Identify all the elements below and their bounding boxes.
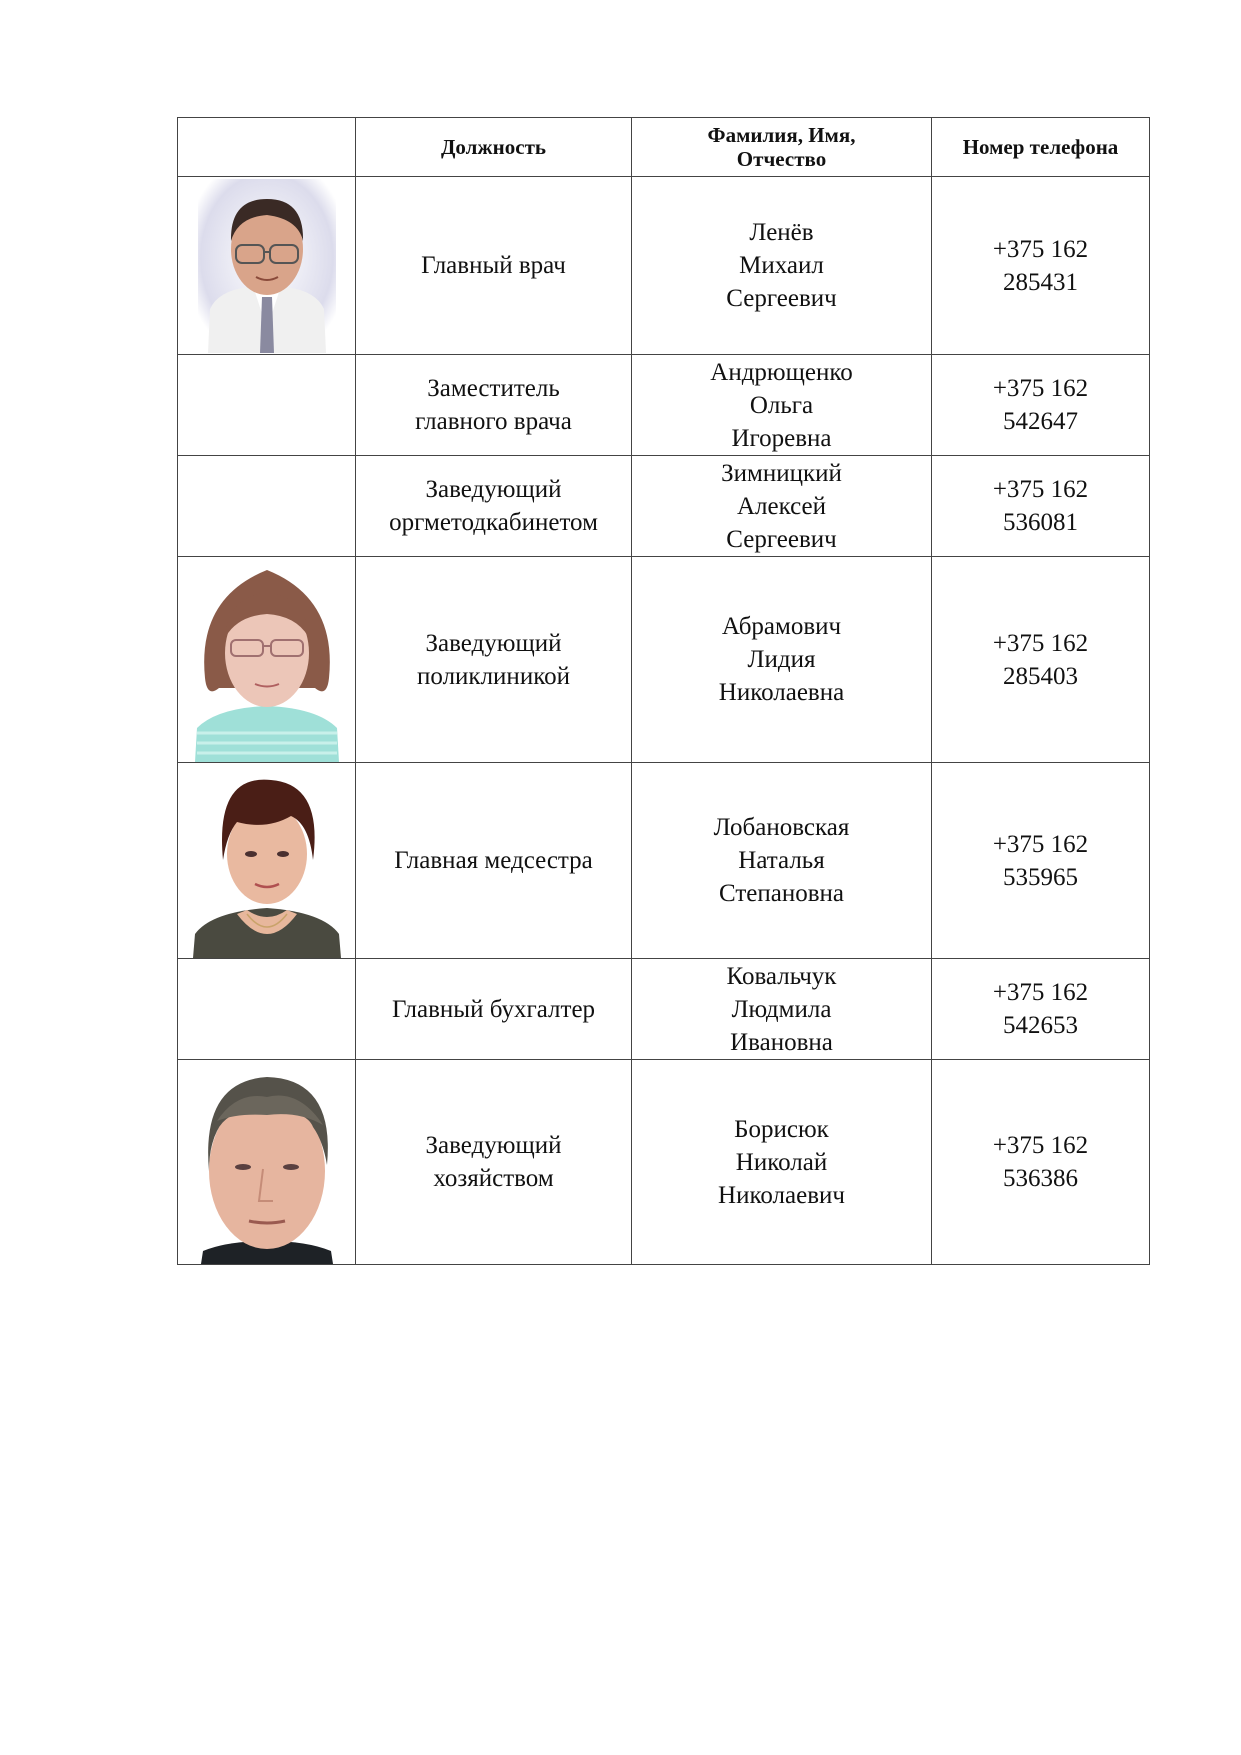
table-row: [178, 355, 1150, 456]
header-name: Фамилия, Имя, Отчество: [632, 118, 932, 177]
phone-cell: +375 162 542653: [932, 959, 1150, 1060]
photo-cell: [178, 1060, 356, 1265]
photo-cell: [178, 763, 356, 959]
phone-cell: +375 162 285403: [932, 557, 1150, 763]
name-cell: Ковальчук Людмила Ивановна: [632, 959, 932, 1060]
position-cell: Заведующий оргметодкабинетом: [356, 456, 632, 557]
position-cell: Заведующий поликлиникой: [356, 557, 632, 763]
name-cell: Абрамович Лидия Николаевна: [632, 557, 932, 763]
photo-cell: [178, 177, 356, 355]
phone-cell: +375 162 536081: [932, 456, 1150, 557]
portrait-man-glasses: [198, 179, 336, 353]
name-cell: Андрющенко Ольга Игоревна: [632, 355, 932, 456]
portrait-woman-short-hair: [187, 764, 347, 958]
table-row: [178, 959, 1150, 1060]
table-row: [178, 557, 1150, 763]
table-row: [178, 1060, 1150, 1265]
name-cell: Ленёв Михаил Сергеевич: [632, 177, 932, 355]
table-row: [178, 177, 1150, 355]
name-cell: Зимницкий Алексей Сергеевич: [632, 456, 932, 557]
header-position: Должность: [356, 118, 632, 177]
portrait-man: [187, 1061, 347, 1264]
header-photo: [178, 118, 356, 177]
position-cell: Главный врач: [356, 177, 632, 355]
position-cell: Заместитель главного врача: [356, 355, 632, 456]
table-row: [178, 456, 1150, 557]
header-phone: Номер телефона: [932, 118, 1150, 177]
staff-table: [177, 117, 1150, 1265]
phone-cell: +375 162 285431: [932, 177, 1150, 355]
phone-cell: +375 162 535965: [932, 763, 1150, 959]
portrait-woman-glasses: [187, 558, 347, 762]
phone-cell: +375 162 542647: [932, 355, 1150, 456]
name-cell: Борисюк Николай Николаевич: [632, 1060, 932, 1265]
photo-cell: [178, 355, 356, 456]
position-cell: Главная медсестра: [356, 763, 632, 959]
position-cell: Главный бухгалтер: [356, 959, 632, 1060]
photo-cell: [178, 456, 356, 557]
name-cell: Лобановская Наталья Степановна: [632, 763, 932, 959]
photo-cell: [178, 959, 356, 1060]
table-row: [178, 763, 1150, 959]
header-row: [178, 118, 1150, 177]
position-cell: Заведующий хозяйством: [356, 1060, 632, 1265]
photo-cell: [178, 557, 356, 763]
phone-cell: +375 162 536386: [932, 1060, 1150, 1265]
